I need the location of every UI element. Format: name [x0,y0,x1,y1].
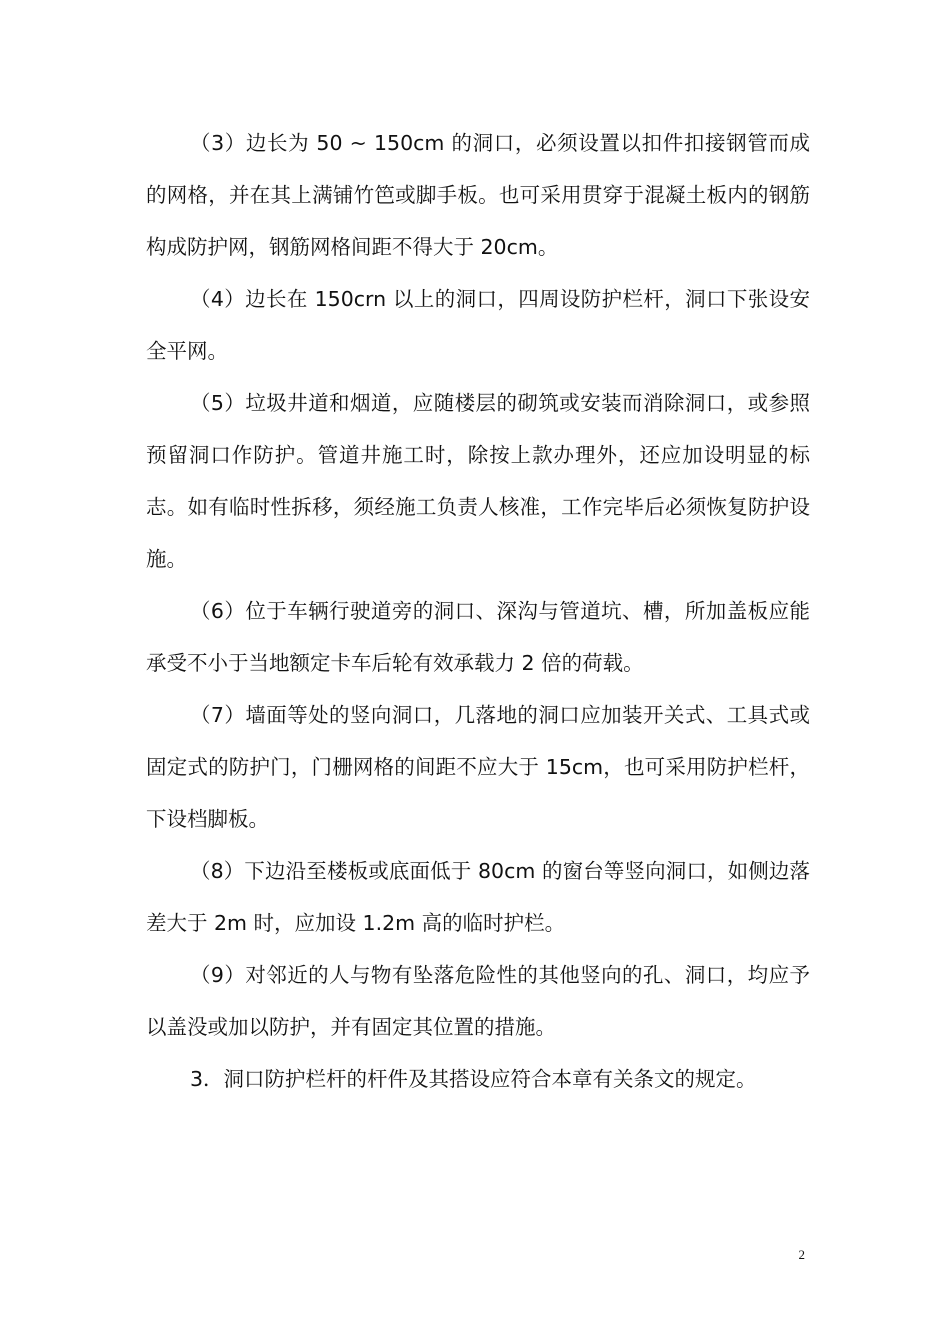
page-number: 2 [798,1247,805,1262]
paragraph-item-5: （5）垃圾井道和烟道，应随楼层的砌筑或安装而消除洞口，或参照预留洞口作防护。管道井施工时，除按上款办理外，还应加设明显的标志。如有临时性拆移，须经施工负责人核准，工作完毕后必须恢复防护设施。 [146,391,810,571]
paragraph-item-6: （6）位于车辆行驶道旁的洞口、深沟与管道坑、槽，所加盖板应能承受不小于当地额定卡车后轮有效承载力 2 倍的荷载。 [146,599,810,675]
paragraph-item-8: （8）下边沿至楼板或底面低于 80cm 的窗台等竖向洞口，如侧边落差大于 2m 时，应加设 1.2m 高的临时护栏。 [146,859,810,935]
paragraph-item-7: （7）墙面等处的竖向洞口，几落地的洞口应加装开关式、工具式或固定式的防护门，门栅网格的间距不应大于 15cm，也可采用防护栏杆，下设档脚板。 [146,703,810,831]
paragraph-item-9: （9）对邻近的人与物有坠落危险性的其他竖向的孔、洞口，均应予以盖没或加以防护，并有固定其位置的措施。 [146,963,810,1039]
paragraph-item-4: （4）边长在 150crn 以上的洞口，四周设防护栏杆，洞口下张设安全平网。 [146,287,810,363]
document-body [146,117,810,1105]
paragraph-section-3: 3．洞口防护栏杆的杆件及其搭设应符合本章有关条文的规定。 [190,1067,757,1091]
paragraph-item-3: （3）边长为 50 ~ 150cm 的洞口，必须设置以扣件扣接钢管而成的网格，并在其上满铺竹笆或脚手板。也可采用贯穿于混凝土板内的钢筋构成防护网，钢筋网格间距不得大于 20cm。 [146,131,810,259]
